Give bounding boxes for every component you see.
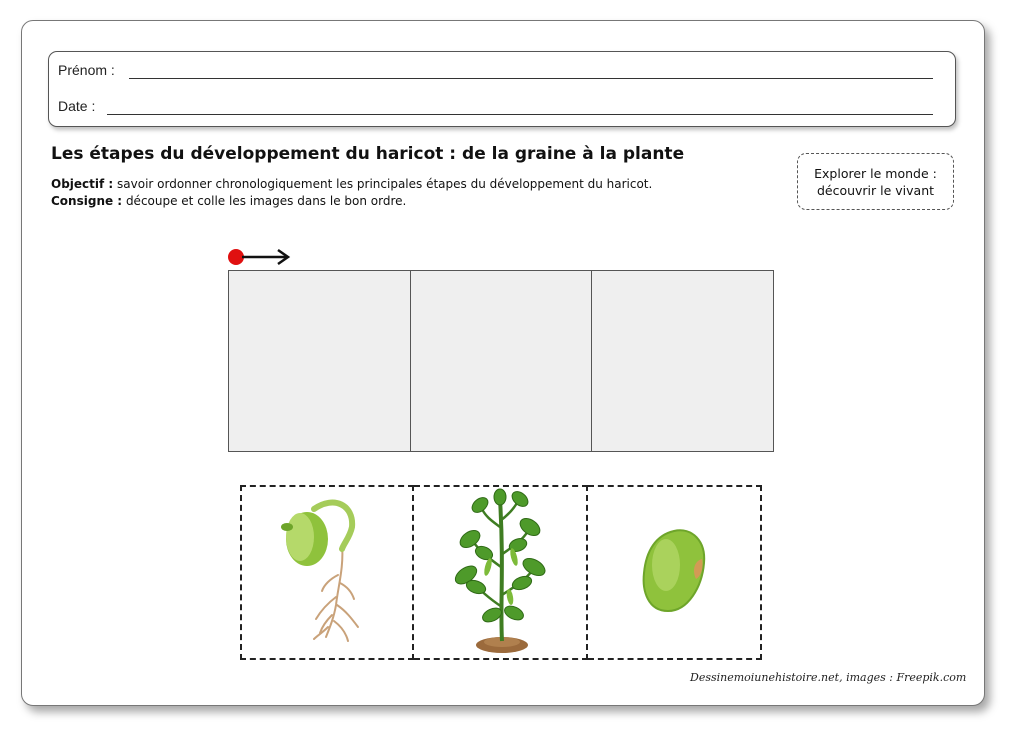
ordering-grid xyxy=(228,270,774,452)
subject-line-2: découvrir le vivant xyxy=(816,183,935,198)
name-date-box xyxy=(48,51,956,127)
reading-direction-arrow-icon xyxy=(227,246,297,268)
drop-slot-1[interactable] xyxy=(229,271,411,451)
instruction-text: découpe et colle les images dans le bon ordre. xyxy=(125,194,407,208)
bean-seed-icon xyxy=(588,487,760,658)
objective-text: savoir ordonner chronologiquement les principales étapes du développement du haricot. xyxy=(117,177,653,191)
firstname-line[interactable] xyxy=(129,78,933,79)
date-line[interactable] xyxy=(107,114,933,115)
instruction-label: Consigne : xyxy=(51,194,123,208)
bean-plant-icon xyxy=(414,487,586,658)
firstname-label: Prénom : xyxy=(58,62,115,78)
cutout-cards xyxy=(240,485,764,660)
subject-box xyxy=(797,153,954,210)
drop-slot-2[interactable] xyxy=(411,271,593,451)
drop-slot-3[interactable] xyxy=(592,271,773,451)
sprouting-seed-icon xyxy=(242,487,414,658)
cutout-card-sprout[interactable] xyxy=(240,485,414,660)
page-title: Les étapes du développement du haricot : de la graine à la plante xyxy=(51,144,685,164)
cutout-card-plant[interactable] xyxy=(414,485,588,660)
image-credit: Dessinemoiunehistoire.net, images : Freepik.com xyxy=(690,671,967,684)
subject-line-1: Explorer le monde : xyxy=(814,166,937,181)
cutout-card-seed[interactable] xyxy=(588,485,762,660)
objective-label: Objectif : xyxy=(51,177,114,191)
objective-line xyxy=(51,177,652,191)
instruction-line xyxy=(51,194,406,208)
date-label: Date : xyxy=(58,98,96,114)
